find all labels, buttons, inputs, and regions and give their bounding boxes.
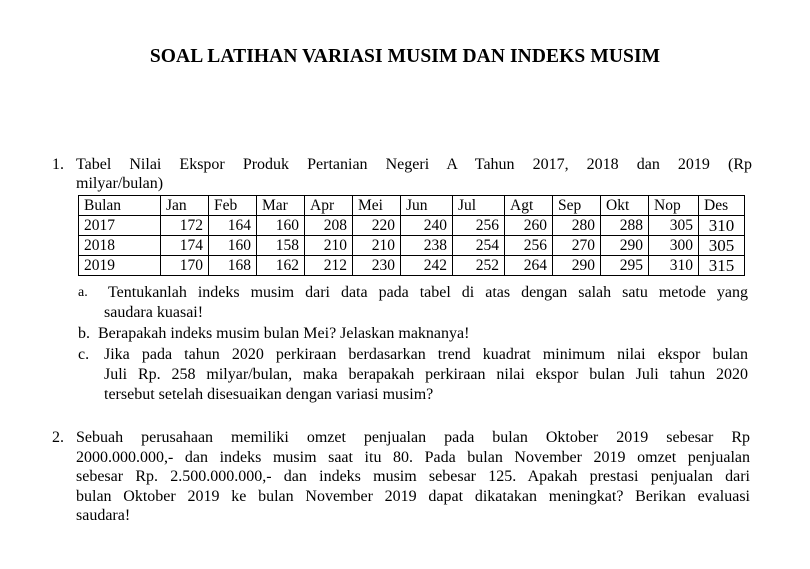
table-cell: 240: [401, 216, 453, 236]
table-cell: 254: [453, 236, 505, 256]
table-header: Des: [699, 196, 745, 216]
question-2-line4: bulan Oktober 2019 ke bulan November 2019 dapat dikatakan meningkat? Berikan evaluasi: [76, 487, 750, 505]
page-title: SOAL LATIHAN VARIASI MUSIM DAN INDEKS MUSIM: [149, 46, 661, 67]
table-header-row: [79, 196, 745, 216]
question-2-line3: sebesar Rp. 2.500.000.000,- dan indeks musim sebesar 125. Apakah prestasi penjualan dari: [76, 468, 750, 485]
question-2-line2: 2000.000.000,- dan indeks musim saat itu 80. Pada bulan November 2019 omzet penjualan: [76, 448, 750, 466]
table-header: Feb: [209, 196, 257, 216]
table-cell: 208: [305, 216, 353, 236]
table-cell: 305: [699, 236, 745, 256]
table-header: Jun: [401, 196, 453, 216]
table-cell: 160: [209, 236, 257, 256]
table-cell: 260: [505, 216, 553, 236]
table-cell: 2018: [79, 236, 161, 256]
table-cell: 290: [553, 256, 601, 276]
table-cell: 230: [353, 256, 401, 276]
table-cell: 168: [209, 256, 257, 276]
table-cell: 238: [401, 236, 453, 256]
question-1a-line2: saudara kuasai!: [104, 304, 204, 321]
table-cell: 264: [505, 256, 553, 276]
table-cell: 220: [353, 216, 401, 236]
table-cell: 305: [649, 216, 699, 236]
table-cell: 2019: [79, 256, 161, 276]
table-cell: 172: [161, 216, 209, 236]
table-cell: 242: [401, 256, 453, 276]
question-1c-line3: tersebut setelah disesuaikan dengan variasi musim?: [104, 386, 434, 403]
table-header: Bulan: [79, 196, 161, 216]
table-row: [79, 256, 745, 276]
table-cell: 290: [601, 236, 649, 256]
table-header: Sep: [553, 196, 601, 216]
table-cell: 295: [601, 256, 649, 276]
table-cell: 210: [305, 236, 353, 256]
table-cell: 252: [453, 256, 505, 276]
table-header: Jul: [453, 196, 505, 216]
question-1-text-line1: Tabel Nilai Ekspor Produk Pertanian Negeri A Tahun 2017, 2018 dan 2019 (Rp: [76, 156, 752, 173]
table-cell: 170: [161, 256, 209, 276]
question-1c-label: c.: [78, 346, 90, 363]
question-1b-text: Berapakah indeks musim bulan Mei? Jelaskan maknanya!: [98, 325, 470, 342]
question-2-line1: Sebuah perusahaan memiliki omzet penjualan pada bulan Oktober 2019 sebesar Rp: [76, 429, 750, 446]
question-1-number: 1.: [52, 156, 64, 173]
table-cell: 164: [209, 216, 257, 236]
export-table: [78, 195, 745, 276]
table-cell: 158: [257, 236, 305, 256]
table-cell: 174: [161, 236, 209, 256]
table-header: Okt: [601, 196, 649, 216]
table-cell: 162: [257, 256, 305, 276]
table-cell: 256: [453, 216, 505, 236]
question-1-text-line2: milyar/bulan): [76, 175, 164, 192]
table-cell: 270: [553, 236, 601, 256]
question-1a-line1: Tentukanlah indeks musim dari data pada tabel di atas dengan salah satu metode yang: [108, 284, 748, 301]
question-1b-label: b.: [78, 325, 90, 342]
question-2-number: 2.: [52, 429, 64, 446]
table-cell: 288: [601, 216, 649, 236]
table-cell: 256: [505, 236, 553, 256]
table-header: Apr: [305, 196, 353, 216]
table-cell: 2017: [79, 216, 161, 236]
table-cell: 300: [649, 236, 699, 256]
table-header: Jan: [161, 196, 209, 216]
question-2-line5: saudara!: [76, 507, 131, 524]
table-cell: 212: [305, 256, 353, 276]
table-cell: 160: [257, 216, 305, 236]
table-row: [79, 216, 745, 236]
table-row: [79, 236, 745, 256]
table-header: Mar: [257, 196, 305, 216]
question-1c-line2: Juli Rp. 258 milyar/bulan, maka berapakah perkiraan nilai ekspor bulan Juli tahun 2020: [104, 366, 748, 383]
table-header: Agt: [505, 196, 553, 216]
question-1a-label: a.: [78, 285, 88, 300]
table-header: Nop: [649, 196, 699, 216]
table-cell: 315: [699, 256, 745, 276]
table-cell: 210: [353, 236, 401, 256]
table-cell: 310: [699, 216, 745, 236]
question-1c-line1: Jika pada tahun 2020 perkiraan berdasarkan trend kuadrat minimum nilai ekspor bulan: [104, 346, 748, 363]
table-cell: 280: [553, 216, 601, 236]
table-cell: 310: [649, 256, 699, 276]
table-header: Mei: [353, 196, 401, 216]
